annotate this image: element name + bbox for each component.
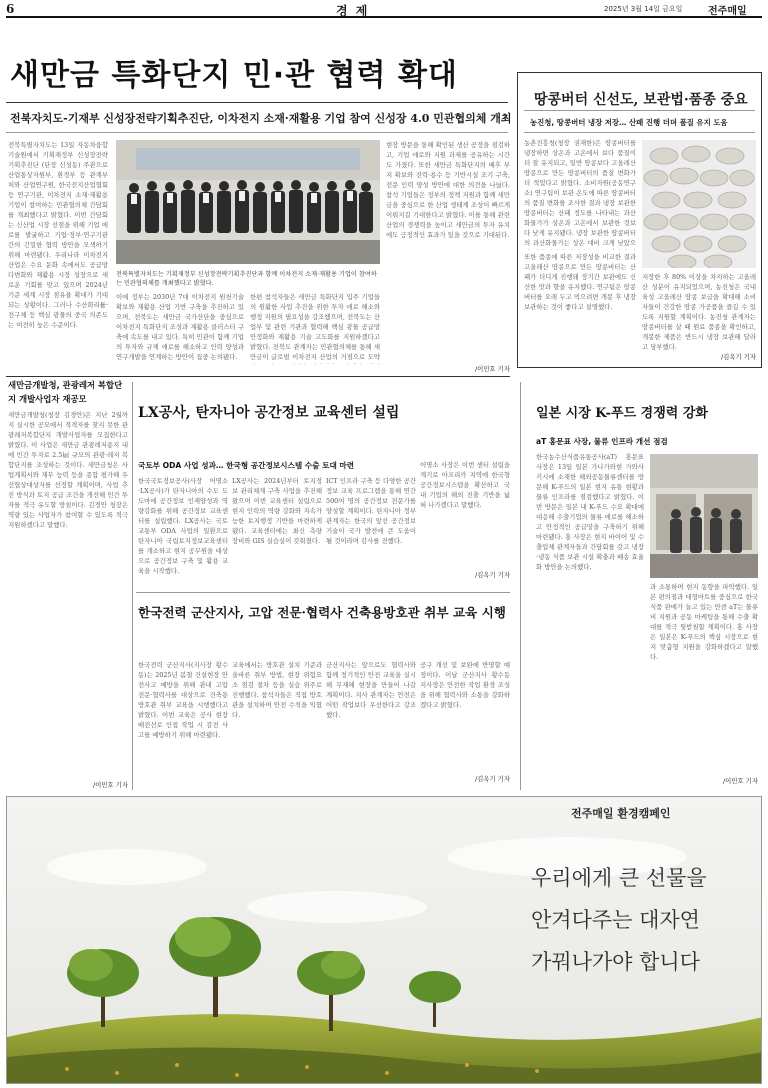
kepco-headline[interactable]: 한국전력 군산지사, 고압 전문·협력사 건축용방호관 취부 교육 시행 xyxy=(138,605,506,620)
peanut-image xyxy=(642,140,756,268)
divider xyxy=(524,110,755,111)
divider xyxy=(136,592,510,593)
divider xyxy=(520,382,521,790)
feature-subhead: 농진청, 땅콩버터 냉장 저장… 산패 진행 더뎌 품질 유지 도움 xyxy=(530,118,728,127)
slogan-line-2: 안겨다주는 대자연 xyxy=(531,908,700,932)
divider xyxy=(6,102,508,103)
lx-column-3: ICT 인프라 구축 등 다양한 공간정보 교육 프로그램을 통해 연간 500여 명의 공간정보 전문가를 양성할 계획이다. 탄자니아 정부 관계자는 한국의 앞선 공간정보 기술이 국가 발전에 큰 도움이 될 것이라며 감사를 전했다. xyxy=(326,477,416,545)
campaign-org: 전주매일 환경캠페인 xyxy=(571,807,671,820)
lx-column-4: 어명소 사장은 이번 센터 설립을 계기로 아프리카 지역에 한국형 공간정보시스템을 확산하고 국내 기업의 해외 진출 기반을 넓혀 나가겠다고 말했다. xyxy=(420,461,510,509)
page-header xyxy=(6,2,762,18)
lead-headline[interactable]: 새만금 특화단지 민·관 협력 확대 xyxy=(10,58,458,93)
feature-column-2: 또한 품종에 따른 저장성을 비교한 결과 고올레산 땅콩으로 만든 땅콩버터는 산패가 더디게 진행돼 장기간 보관에도 신선한 맛과 향을 유지했다. 연구팀은 땅콩버터를 오래 두고 먹으려면 개봉 후 냉장 보관하는 것이 좋다고 설명했다. xyxy=(524,253,636,311)
campaign-ad xyxy=(6,796,762,1084)
kepco-column-1: 한국전력 군산지사(지사장 황수동)는 2025년 봄철 건설현장 안전사고 예방을 위해 관내 고압 전문·협력사를 대상으로 건축용 방호관 취부 교육을 시행했다고 밝혔다. 이번 교육은 공사 현장 배전선로 인접 작업 시 감전 사고를 예방하기 위해 마련됐다. xyxy=(138,661,228,739)
slogan-line-1: 우리에게 큰 선물을 xyxy=(531,866,707,890)
lead-column-4-wrap xyxy=(386,140,510,376)
lx-byline: /김옥기 기자 xyxy=(474,571,510,579)
kfood-headline[interactable]: 일본 시장 K-푸드 경쟁력 강화 xyxy=(536,406,708,421)
kfood-subhead: aT 홍문표 사장, 물류 인프라 개선 점검 xyxy=(536,437,668,446)
feature-column-1: 농촌진흥청(청장 권재한)은 땅콩버터를 냉장하면 상온과 고온에서 보다 품질이 더 잘 유지되고, 일반 땅콩보다 고올레산 땅콩으로 만든 땅콩버터의 품질 변화가 더 적었다고 밝혔다. 소비자원(공동연구소) 연구팀이 보관 온도에 따른 땅콩버터의 품질 변화를 조사한 결과 냉장 보관한 땅콩버터는 산패 정도를 나타내는 과산화물가가 상온과 고온에서 보관한 것보다 낮게 유지됐다. 냉장 보관한 땅콩버터의 과산화물가는 상온 대비 크게 낮았으 xyxy=(524,139,636,247)
left-lower-body: 새만금개발청(청장 김경안)은 지난 2월까지 실시한 공모에서 적격자를 찾지 못한 관광레저복합단지 개발사업자를 모집한다고 밝혔다. 이 사업은 새만금 관광레저용지 내에 민간 투자로 2.5㎢ 규모의 관광·레저 복합단지를 조성하는 것이다. 새만금청은 사업계획서와 재무 능력 등을 종합 평가해 우선협상대상자를 선정할 계획이며, 사업 추진 방식과 토지 공급 조건을 개선해 민간 투자를 적극 유도할 방침이다. 김경안 청장은 역량 있는 사업자가 참여할 수 있도록 적극 지원하겠다고 말했다. xyxy=(8,411,128,529)
kepco-column-4-wrap xyxy=(420,660,510,790)
lead-column-4: 현장 방문을 통해 확인된 생산 공정을 점검하고, 기업 애로와 지원 과제를 공유하는 시간도 가졌다. 또한 새만금 특화단지의 배후 부지 확보와 전력·용수 등 기반시설 조기 구축, 전문 인력 양성 방안에 대한 의견을 나눴다. 참석 기업들은 정부의 정책 지원과 함께 새만금을 중심으로 한 산업 생태계 조성이 빠르게 이뤄지길 기대한다고 밝혔다. 이를 통해 관련 산업의 경쟁력을 높이고 새만금의 투자 유치에도 긍정적인 효과가 있을 것으로 기대된다. xyxy=(386,141,510,239)
issue-date: 2025년 3월 14일 금요일 xyxy=(604,5,683,13)
lead-photo xyxy=(116,140,380,264)
kfood-column-2: 과 소통하며 현지 동향을 파악했다. 일본 편의점과 대형마트를 중심으로 한국 식품 판매가 늘고 있는 만큼 aT는 물류비 지원과 공동 마케팅을 통해 수출 확대를 적극 뒷받침할 계획이다. 홍 사장은 일본은 K-푸드의 핵심 시장으로 현지 맞춤형 지원을 강화하겠다고 말했다. xyxy=(650,583,758,661)
kepco-column-3: 군산지사는 앞으로도 협력사와 함께 정기적인 안전 교육을 실시해 무재해 현장을 만들어 나갈 계획이다. 지사 관계자는 안전은 어떤 작업보다 우선한다고 강조했다. xyxy=(326,661,416,719)
peanut-photo xyxy=(642,140,756,268)
lead-byline: /이민호 기자 xyxy=(474,365,510,373)
lead-photo-caption: 전북특별자치도는 기획재정부 신성장전략기획추진단과 함께 이차전지 소재·재활용 기업이 참여하는 민관협의체를 개최했다고 밝혔다. xyxy=(116,271,377,287)
warehouse-image xyxy=(650,454,758,578)
feature-column-3: 저장한 후 80% 이상을 차지하는 고올레산 성분이 유지되었으며, 농진청은 국내 육성 고올레산 땅콩 보급을 확대해 소비자들이 건강한 땅콩 가공품을 즐길 수 있도록 지원할 계획이다. 농진청 관계자는 땅콩버터를 살 때 원료 품종을 확인하고, 개봉한 제품은 반드시 냉장 보관해 달라고 당부했다. xyxy=(642,273,756,351)
feature-byline: /김옥기 기자 xyxy=(720,353,756,361)
kepco-column-2: 교육에서는 방호관 설치 기준과 올바른 취부 방법, 현장 위험요소 점검 절차 등을 실습 위주로 진행했다. 참석자들은 직접 방호관을 설치하며 안전 수칙을 익혔다. xyxy=(232,661,322,719)
group-photo-image xyxy=(116,140,380,264)
lx-subhead: 국토부 ODA 사업 성과… 한국형 공간정보시스템 수출 토대 마련 xyxy=(138,461,355,470)
divider xyxy=(524,132,755,133)
left-lower-body-wrap xyxy=(8,410,128,790)
lx-column-4-wrap xyxy=(420,460,510,588)
campaign-slogan xyxy=(531,857,741,983)
feature-headline[interactable]: 땅콩버터 신선도, 보관법·품종 중요 xyxy=(534,92,748,108)
left-lower-byline: /이민호 기자 xyxy=(92,781,128,789)
divider xyxy=(6,376,510,377)
kfood-byline: /이민호 기자 xyxy=(722,777,758,785)
lx-column-1: 한국국토정보공사(사장 어명소·LX공사)가 탄자니아의 수도 도도마에 공간정보 인재양성과 역량강화를 위해 공간정보 교육센터를 설립했다. LX공사는 국토교통부 ODA 사업의 일환으로 탄자니아 국립토지정보교육센터를 개소하고 현지 공무원을 대상으로 공간정보 구축 및 활용 교육을 시작했다. xyxy=(138,477,228,575)
slogan-line-3: 가꿔나가야 합니다 xyxy=(531,950,700,974)
lead-column-3: 한편 참석자들은 새만금 특화단지 입주 기업들의 원활한 사업 추진을 위한 투자 애로 해소와 행정 지원의 필요성을 강조했으며, 전북도는 산업부 및 관련 기관과 협력해 핵심 광물 공급망 안정화와 재활용 기술 고도화를 지원하겠다고 밝혔다. 전북도 관계자는 민관협의체를 통해 새만금이 글로벌 이차전지 산업의 거점으로 도약 xyxy=(250,293,380,361)
kfood-column-2-wrap xyxy=(650,582,758,790)
left-lower-headline[interactable]: 새만금개발청, 관광레저 복합단지 개발사업자 재공모 xyxy=(8,380,123,404)
lead-subhead: 전북자치도-기재부 신성장전략기획추진단, 이차전지 소재·재활용 기업 참여 신성장 4.0 민관협의체 개최 xyxy=(10,112,512,125)
lead-column-2: 이에 정부는 2030년 7대 이차전지 원천기술 확보와 재활용 산업 기반 구축을 추진하고 있으며, 전북도는 새만금 국가산단을 중심으로 이차전지 특화단지 조성과 재활용 클러스터 구축에 속도를 내고 있다. 특히 민관이 함께 기업의 투자와 규제 애로를 해소하고 인력 양성과 연구개발을 연계하는 방안이 집중 논의됐다. xyxy=(116,293,244,361)
divider xyxy=(6,132,508,133)
section-name: 경 제 xyxy=(336,4,370,18)
kepco-column-4: 공구 개선 및 보완에 반영할 예정이다. 이날 군산지사 황수동 지사장은 안전한 작업 환경 조성을 위해 협력사와 소통을 강화하겠다고 밝혔다. xyxy=(420,661,510,709)
kfood-photo xyxy=(650,454,758,578)
lx-column-2: LX공사는 2024년부터 토지정보 관리체계 구축 사업을 추진해 왔으며 이번 교육센터 설립으로 현지 인력의 역량 강화와 지속가능한 토지행정 기반을 마련하게 됐다. 교육센터에는 최신 측량 장비와 GIS 실습실이 갖춰졌다. xyxy=(232,477,322,545)
page-number: 6 xyxy=(6,2,15,16)
kfood-column-1: 한국농수산식품유통공사(aT) 홍문표 사장은 13일 일본 가나가와현 가와사키시에 소재한 해외공동물류센터를 방문해 K-푸드의 일본 현지 유통 현황과 물류 인프라를 점검했다고 밝혔다. 이번 방문은 일본 내 K-푸드 수요 확대에 대응해 수출기업의 물류 애로를 해소하고 안정적인 공급망을 구축하기 위해 마련됐다. 홍 사장은 현지 바이어 및 수출업체 관계자들과 간담회를 갖고 냉장·냉동 식품 보관 시설 확충과 배송 효율화 방안을 논의했다. xyxy=(536,453,644,571)
kepco-byline: /김옥기 기자 xyxy=(474,775,510,783)
feature-column-3-wrap xyxy=(642,272,756,364)
paper-name: 전주매일 xyxy=(708,6,747,17)
lead-column-1: 전북특별자치도는 13일 자동차융합기술원에서 기획재정부 신성장전략기획추진단 (단장 신성동) 주관으로 산업통상자원부, 환경부 등 관계부처와 산업연구원, 한국전지산업협회 등 연구기관, 이차전지 소재·재활용 기업이 참여하는 민관협의체 간담회를 개최했다고 밝혔다. 이번 간담회는 신산업 시장 선점을 위해 기업 애로를 발굴하고 기업·정부·연구기관 간의 긴밀한 협력 방안을 모색하기 위해 마련됐다. 우리나라 이차전지 산업은 수요 둔화 속에서도 공급망 다변화와 재활용 시장 성장으로 새로운 기회를 맞고 있으며 2024년 기준 세계 시장 점유율 확대가 기대되는 상황이다. 그러나 수산화리튬·전구체 등 핵심 광물의 중국 의존도는 여전히 높은 수준이다. xyxy=(8,141,108,329)
divider xyxy=(132,382,133,790)
lx-headline[interactable]: LX공사, 탄자니아 공간정보 교육센터 설립 xyxy=(138,405,400,421)
